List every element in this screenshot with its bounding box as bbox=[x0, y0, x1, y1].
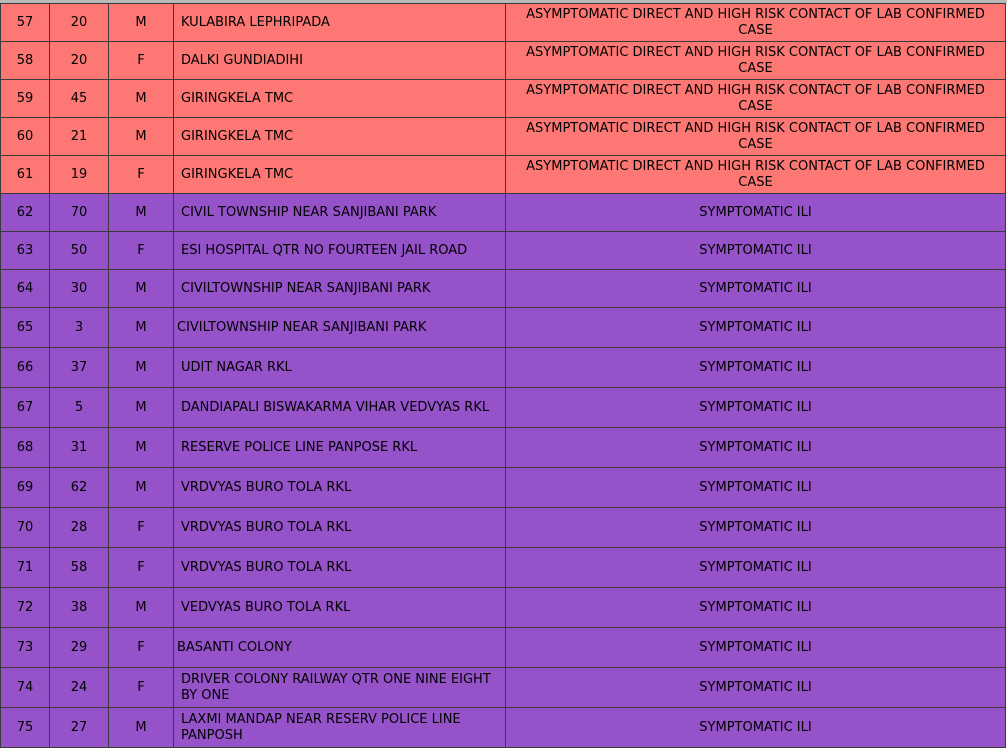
serial-number-cell[interactable]: 65 bbox=[1, 308, 50, 348]
age-cell[interactable]: 3 bbox=[50, 308, 109, 348]
serial-number-cell[interactable]: 58 bbox=[1, 42, 50, 80]
table-row bbox=[1, 232, 1006, 270]
age-cell[interactable]: 24 bbox=[50, 668, 109, 708]
address-cell[interactable]: DRIVER COLONY RAILWAY QTR ONE NINE EIGHT BY ONE bbox=[174, 668, 506, 708]
age-cell[interactable]: 58 bbox=[50, 548, 109, 588]
address-cell[interactable]: UDIT NAGAR RKL bbox=[174, 348, 506, 388]
category-cell[interactable]: SYMPTOMATIC ILI bbox=[506, 708, 1006, 748]
serial-number-cell[interactable]: 61 bbox=[1, 156, 50, 194]
sex-cell[interactable]: F bbox=[109, 628, 174, 668]
age-cell[interactable]: 29 bbox=[50, 628, 109, 668]
table-row bbox=[1, 80, 1006, 118]
category-cell[interactable]: SYMPTOMATIC ILI bbox=[506, 588, 1006, 628]
address-cell[interactable]: ESI HOSPITAL QTR NO FOURTEEN JAIL ROAD bbox=[174, 232, 506, 270]
address-cell[interactable]: GIRINGKELA TMC bbox=[174, 118, 506, 156]
cases-table-body bbox=[1, 4, 1006, 748]
serial-number-cell[interactable]: 59 bbox=[1, 80, 50, 118]
category-cell[interactable]: SYMPTOMATIC ILI bbox=[506, 232, 1006, 270]
table-row bbox=[1, 708, 1006, 748]
sex-cell[interactable]: M bbox=[109, 308, 174, 348]
table-row bbox=[1, 118, 1006, 156]
sex-cell[interactable]: M bbox=[109, 428, 174, 468]
category-cell[interactable]: SYMPTOMATIC ILI bbox=[506, 194, 1006, 232]
table-row bbox=[1, 468, 1006, 508]
table-row bbox=[1, 348, 1006, 388]
sex-cell[interactable]: M bbox=[109, 194, 174, 232]
sex-cell[interactable]: M bbox=[109, 388, 174, 428]
address-cell[interactable]: VRDVYAS BURO TOLA RKL bbox=[174, 548, 506, 588]
category-cell[interactable]: SYMPTOMATIC ILI bbox=[506, 628, 1006, 668]
cases-table bbox=[0, 3, 1006, 748]
address-cell[interactable]: CIVILTOWNSHIP NEAR SANJIBANI PARK bbox=[174, 270, 506, 308]
category-cell[interactable]: SYMPTOMATIC ILI bbox=[506, 308, 1006, 348]
sex-cell[interactable]: F bbox=[109, 668, 174, 708]
category-cell[interactable]: ASYMPTOMATIC DIRECT AND HIGH RISK CONTACT OF LAB CONFIRMED CASE bbox=[506, 4, 1006, 42]
address-cell[interactable]: GIRINGKELA TMC bbox=[174, 80, 506, 118]
serial-number-cell[interactable]: 68 bbox=[1, 428, 50, 468]
address-cell[interactable]: CIVILTOWNSHIP NEAR SANJIBANI PARK bbox=[174, 308, 506, 348]
age-cell[interactable]: 31 bbox=[50, 428, 109, 468]
category-cell[interactable]: ASYMPTOMATIC DIRECT AND HIGH RISK CONTACT OF LAB CONFIRMED CASE bbox=[506, 118, 1006, 156]
address-cell[interactable]: KULABIRA LEPHRIPADA bbox=[174, 4, 506, 42]
sex-cell[interactable]: M bbox=[109, 588, 174, 628]
serial-number-cell[interactable]: 69 bbox=[1, 468, 50, 508]
sex-cell[interactable]: M bbox=[109, 4, 174, 42]
category-cell[interactable]: SYMPTOMATIC ILI bbox=[506, 508, 1006, 548]
category-cell[interactable]: SYMPTOMATIC ILI bbox=[506, 668, 1006, 708]
table-row bbox=[1, 508, 1006, 548]
serial-number-cell[interactable]: 70 bbox=[1, 508, 50, 548]
age-cell[interactable]: 37 bbox=[50, 348, 109, 388]
table-row bbox=[1, 270, 1006, 308]
address-cell[interactable]: DANDIAPALI BISWAKARMA VIHAR VEDVYAS RKL bbox=[174, 388, 506, 428]
age-cell[interactable]: 28 bbox=[50, 508, 109, 548]
age-cell[interactable]: 38 bbox=[50, 588, 109, 628]
address-cell[interactable]: GIRINGKELA TMC bbox=[174, 156, 506, 194]
sex-cell[interactable]: F bbox=[109, 42, 174, 80]
age-cell[interactable]: 20 bbox=[50, 42, 109, 80]
serial-number-cell[interactable]: 57 bbox=[1, 4, 50, 42]
sex-cell[interactable]: F bbox=[109, 156, 174, 194]
sex-cell[interactable]: M bbox=[109, 708, 174, 748]
serial-number-cell[interactable]: 67 bbox=[1, 388, 50, 428]
serial-number-cell[interactable]: 66 bbox=[1, 348, 50, 388]
serial-number-cell[interactable]: 72 bbox=[1, 588, 50, 628]
address-cell[interactable]: LAXMI MANDAP NEAR RESERV POLICE LINE PANPOSH bbox=[174, 708, 506, 748]
category-cell[interactable]: ASYMPTOMATIC DIRECT AND HIGH RISK CONTACT OF LAB CONFIRMED CASE bbox=[506, 42, 1006, 80]
table-row bbox=[1, 388, 1006, 428]
table-row bbox=[1, 194, 1006, 232]
age-cell[interactable]: 70 bbox=[50, 194, 109, 232]
table-row bbox=[1, 4, 1006, 42]
sex-cell[interactable]: M bbox=[109, 80, 174, 118]
category-cell[interactable]: SYMPTOMATIC ILI bbox=[506, 428, 1006, 468]
serial-number-cell[interactable]: 63 bbox=[1, 232, 50, 270]
sex-cell[interactable]: M bbox=[109, 348, 174, 388]
category-cell[interactable]: SYMPTOMATIC ILI bbox=[506, 468, 1006, 508]
address-cell[interactable]: CIVIL TOWNSHIP NEAR SANJIBANI PARK bbox=[174, 194, 506, 232]
serial-number-cell[interactable]: 75 bbox=[1, 708, 50, 748]
age-cell[interactable]: 5 bbox=[50, 388, 109, 428]
address-cell[interactable]: BASANTI COLONY bbox=[174, 628, 506, 668]
address-cell[interactable]: RESERVE POLICE LINE PANPOSE RKL bbox=[174, 428, 506, 468]
address-cell[interactable]: VRDVYAS BURO TOLA RKL bbox=[174, 468, 506, 508]
sex-cell[interactable]: M bbox=[109, 118, 174, 156]
serial-number-cell[interactable]: 73 bbox=[1, 628, 50, 668]
category-cell[interactable]: SYMPTOMATIC ILI bbox=[506, 388, 1006, 428]
sex-cell[interactable]: F bbox=[109, 232, 174, 270]
category-cell[interactable]: SYMPTOMATIC ILI bbox=[506, 270, 1006, 308]
serial-number-cell[interactable]: 74 bbox=[1, 668, 50, 708]
category-cell[interactable]: SYMPTOMATIC ILI bbox=[506, 348, 1006, 388]
table-row bbox=[1, 428, 1006, 468]
sex-cell[interactable]: F bbox=[109, 508, 174, 548]
address-cell[interactable]: VRDVYAS BURO TOLA RKL bbox=[174, 508, 506, 548]
table-row bbox=[1, 628, 1006, 668]
table-row bbox=[1, 668, 1006, 708]
serial-number-cell[interactable]: 62 bbox=[1, 194, 50, 232]
age-cell[interactable]: 62 bbox=[50, 468, 109, 508]
age-cell[interactable]: 19 bbox=[50, 156, 109, 194]
address-cell[interactable]: DALKI GUNDIADIHI bbox=[174, 42, 506, 80]
category-cell[interactable]: SYMPTOMATIC ILI bbox=[506, 548, 1006, 588]
age-cell[interactable]: 20 bbox=[50, 4, 109, 42]
serial-number-cell[interactable]: 64 bbox=[1, 270, 50, 308]
table-row bbox=[1, 548, 1006, 588]
sex-cell[interactable]: F bbox=[109, 548, 174, 588]
serial-number-cell[interactable]: 60 bbox=[1, 118, 50, 156]
sex-cell[interactable]: M bbox=[109, 270, 174, 308]
sex-cell[interactable]: M bbox=[109, 468, 174, 508]
address-cell[interactable]: VEDVYAS BURO TOLA RKL bbox=[174, 588, 506, 628]
table-row bbox=[1, 42, 1006, 80]
table-row bbox=[1, 156, 1006, 194]
age-cell[interactable]: 30 bbox=[50, 270, 109, 308]
age-cell[interactable]: 27 bbox=[50, 708, 109, 748]
age-cell[interactable]: 21 bbox=[50, 118, 109, 156]
category-cell[interactable]: ASYMPTOMATIC DIRECT AND HIGH RISK CONTACT OF LAB CONFIRMED CASE bbox=[506, 80, 1006, 118]
age-cell[interactable]: 45 bbox=[50, 80, 109, 118]
table-row bbox=[1, 588, 1006, 628]
age-cell[interactable]: 50 bbox=[50, 232, 109, 270]
serial-number-cell[interactable]: 71 bbox=[1, 548, 50, 588]
table-row bbox=[1, 308, 1006, 348]
category-cell[interactable]: ASYMPTOMATIC DIRECT AND HIGH RISK CONTACT OF LAB CONFIRMED CASE bbox=[506, 156, 1006, 194]
